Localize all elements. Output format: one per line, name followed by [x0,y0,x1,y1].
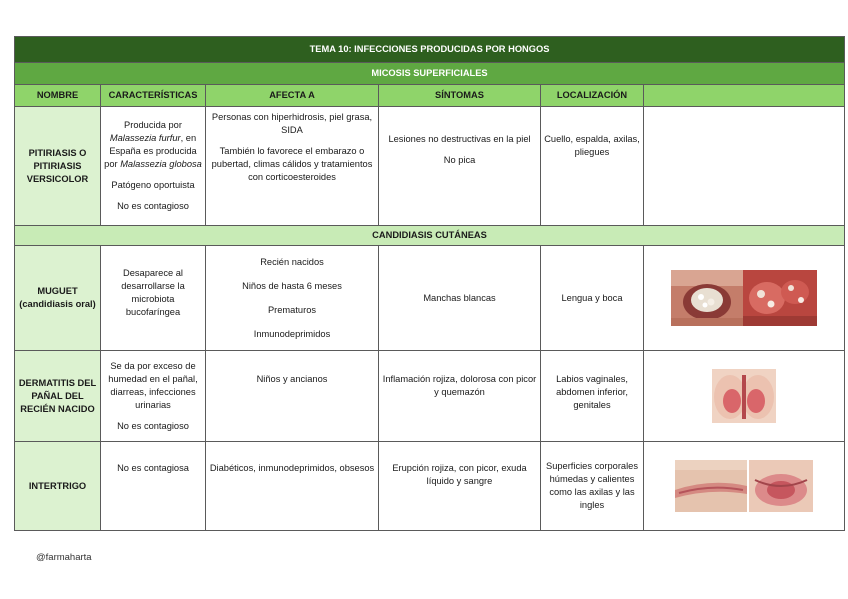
table-row [15,107,845,226]
row-images [644,246,845,351]
row-sintomas: Lesiones no destructivas en la piel No pica [379,107,541,226]
row-images [644,442,845,531]
row-caracteristicas: No es contagiosa [101,442,206,531]
intertrigo-groin-photo [749,460,813,512]
row-images [644,107,845,226]
table-row [15,442,845,531]
header-nombre: NOMBRE [15,85,101,107]
row-sintomas: Manchas blancas [379,246,541,351]
fungal-infections-table [14,36,845,531]
header-sintomas: SÍNTOMAS [379,85,541,107]
row-localizacion: Cuello, espalda, axilas, pliegues [541,107,644,226]
row-localizacion: Labios vaginales, abdomen inferior, genitales [541,351,644,442]
intertrigo-skinfold-photo [675,460,747,512]
header-row [15,85,845,107]
header-images [644,85,845,107]
row-name: INTERTRIGO [15,442,101,531]
row-sintomas: Erupción rojiza, con picor, exuda líquido y sangre [379,442,541,531]
header-localizacion: LOCALIZACIÓN [541,85,644,107]
row-caracteristicas: Producida por Malassezia furfur, en España es producida por Malassezia globosa Patógeno oportuista No es contagioso [101,107,206,226]
row-name: MUGUET (candidiasis oral) [15,246,101,351]
header-caracteristicas: CARACTERÍSTICAS [101,85,206,107]
row-localizacion: Superficies corporales húmedas y calientes como las axilas y las ingles [541,442,644,531]
row-localizacion: Lengua y boca [541,246,644,351]
oral-thrush-tongue-photo [671,270,743,326]
table-row [15,246,845,351]
row-sintomas: Inflamación rojiza, dolorosa con picor y quemazón [379,351,541,442]
row-name: PITIRIASIS O PITIRIASIS VERSICOLOR [15,107,101,226]
row-afecta: Niños y ancianos [206,351,379,442]
row-caracteristicas: Se da por exceso de humedad en el pañal, diarreas, infecciones urinarias No es contagioso [101,351,206,442]
row-images [644,351,845,442]
author-credit: @farmaharta [36,552,92,563]
row-afecta: Diabéticos, inmunodeprimidos, obsesos [206,442,379,531]
table-title: TEMA 10: INFECCIONES PRODUCIDAS POR HONGOS [15,37,845,63]
row-afecta: Recién nacidos Niños de hasta 6 meses Prematuros Inmunodeprimidos [206,246,379,351]
section-title: CANDIDIASIS CUTÁNEAS [15,226,845,246]
row-afecta: Personas con hiperhidrosis, piel grasa, SIDA También lo favorece el embarazo o pubertad, climas cálidos y tratamientos con corticoesteroides [206,107,379,226]
row-name: DERMATITIS DEL PAÑAL DEL RECIÉN NACIDO [15,351,101,442]
diaper-rash-photo [712,369,776,423]
oral-thrush-mucosa-photo [743,270,817,326]
table-subtitle: MICOSIS SUPERFICIALES [15,63,845,85]
table-row [15,351,845,442]
row-caracteristicas: Desaparece al desarrollarse la microbiota bucofaríngea [101,246,206,351]
header-afecta: AFECTA A [206,85,379,107]
